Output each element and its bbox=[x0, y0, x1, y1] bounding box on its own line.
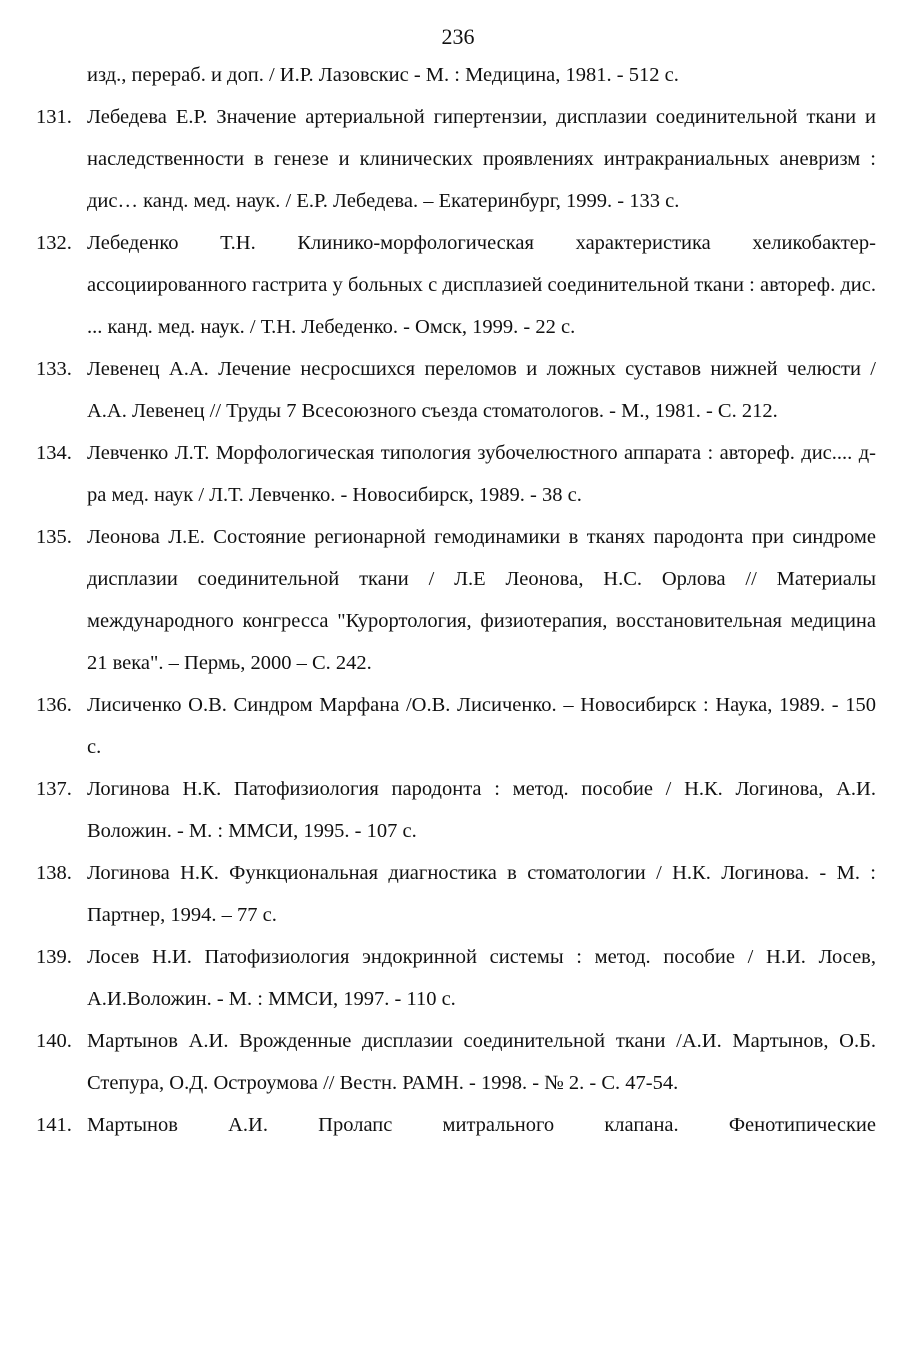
reference-number: 136. bbox=[36, 694, 72, 716]
reference-text: Мартынов А.И. Врожденные дисплазии соединительной ткани /А.И. Мартынов, О.Б. Степура, О.Д. Остроумова // Вестн. РАМН. - 1998. - № 2. - С. 47-54. bbox=[87, 1030, 876, 1094]
reference-item-138 bbox=[0, 852, 916, 936]
reference-number: 141. bbox=[36, 1114, 72, 1136]
reference-item-132 bbox=[0, 222, 916, 348]
reference-item-134 bbox=[0, 432, 916, 516]
reference-text: Лисиченко О.В. Синдром Марфана /О.В. Лисиченко. – Новосибирск : Наука, 1989. - 150 с. bbox=[87, 694, 876, 758]
reference-text: Логинова Н.К. Функциональная диагностика в стоматологии / Н.К. Логинова. - М. : Партнер, 1994. – 77 с. bbox=[87, 862, 876, 926]
reference-item-141 bbox=[0, 1104, 916, 1146]
reference-list bbox=[0, 54, 916, 1146]
reference-number: 134. bbox=[36, 442, 72, 464]
reference-text: Леонова Л.Е. Состояние регионарной гемодинамики в тканях пародонта при синдроме дисплазии соединительной ткани / Л.Е Леонова, Н.С. Орлова // Материалы международного конгресса "Курортология, физиотерапия, восстановительная медицина 21 века". – Пермь, 2000 – С. 242. bbox=[87, 526, 876, 674]
reference-number: 139. bbox=[36, 946, 72, 968]
reference-item-136 bbox=[0, 684, 916, 768]
reference-item-137 bbox=[0, 768, 916, 852]
reference-text: изд., перераб. и доп. / И.Р. Лазовскис - М. : Медицина, 1981. - 512 с. bbox=[87, 64, 679, 86]
reference-number: 131. bbox=[36, 106, 72, 128]
reference-number: 132. bbox=[36, 232, 72, 254]
reference-item-continuation bbox=[0, 54, 916, 96]
reference-item-131 bbox=[0, 96, 916, 222]
reference-number: 135. bbox=[36, 526, 72, 548]
reference-number: 137. bbox=[36, 778, 72, 800]
reference-text: Логинова Н.К. Патофизиология пародонта : метод. пособие / Н.К. Логинова, А.И. Воложин. - М. : ММСИ, 1995. - 107 с. bbox=[87, 778, 876, 842]
reference-text: Левченко Л.Т. Морфологическая типология зубочелюстного аппарата : автореф. дис.... д-ра мед. наук / Л.Т. Левченко. - Новосибирск, 1989. - 38 с. bbox=[87, 442, 876, 506]
reference-item-140 bbox=[0, 1020, 916, 1104]
reference-item-135 bbox=[0, 516, 916, 684]
reference-number: 133. bbox=[36, 358, 72, 380]
reference-number: 138. bbox=[36, 862, 72, 884]
reference-text: Лебеденко Т.Н. Клинико-морфологическая характеристика хеликобактер-ассоциированного гастрита у больных с дисплазией соединительной ткани : автореф. дис. ... канд. мед. наук. / Т.Н. Лебеденко. - Омск, 1999. - 22 с. bbox=[87, 232, 876, 338]
reference-text: Лосев Н.И. Патофизиология эндокринной системы : метод. пособие / Н.И. Лосев, А.И.Воложин. - М. : ММСИ, 1997. - 110 с. bbox=[87, 946, 876, 1010]
reference-text: Мартынов А.И. Пролапс митрального клапана. Фенотипические bbox=[87, 1114, 876, 1136]
reference-number: 140. bbox=[36, 1030, 72, 1052]
reference-item-133 bbox=[0, 348, 916, 432]
reference-item-139 bbox=[0, 936, 916, 1020]
reference-text: Левенец А.А. Лечение несросшихся переломов и ложных суставов нижней челюсти / А.А. Левенец // Труды 7 Всесоюзного съезда стоматологов. - М., 1981. - С. 212. bbox=[87, 358, 876, 422]
reference-text: Лебедева Е.Р. Значение артериальной гипертензии, дисплазии соединительной ткани и наследственности в генезе и клинических проявлениях интракраниальных аневризм : дис… канд. мед. наук. / Е.Р. Лебедева. – Екатеринбург, 1999. - 133 с. bbox=[87, 106, 876, 212]
page-number: 236 bbox=[441, 24, 475, 49]
